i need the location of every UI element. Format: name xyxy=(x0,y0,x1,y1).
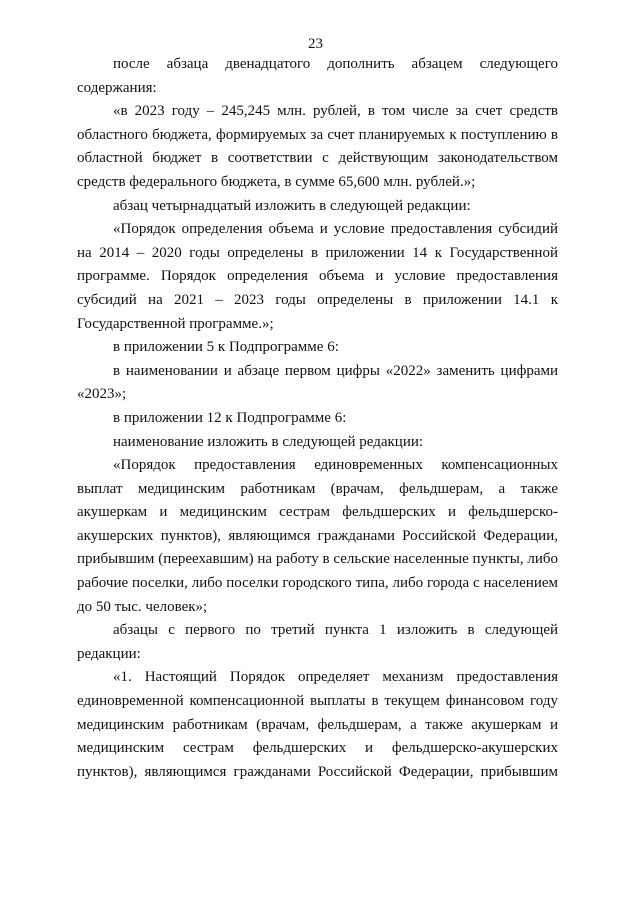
document-body xyxy=(77,53,558,784)
paragraph-1: после абзаца двенадцатого дополнить абзацем следующего содержания: xyxy=(77,56,558,96)
paragraph-6: в наименовании и абзаце первом цифры «2022» заменить цифрами «2023»; xyxy=(77,362,558,403)
paragraph-9: «Порядок предоставления единовременных компенсационных выплат медицинским работникам (врачам, фельдшерам, а также акушеркам и медицинским сестрам фельдшерских и фельдшерско-акушерских пунктов), являющимся гражданами Российской Федерации, прибывшим (переехавшим) на работу в сельские населенные пункты, либо рабочие поселки, либо поселки городского типа, либо города с населением до 50 тыс. человек»; xyxy=(77,457,558,615)
paragraph-10: абзацы с первого по третий пункта 1 изложить в следующей редакции: xyxy=(77,622,558,662)
page-number: 23 xyxy=(308,36,323,52)
paragraph-3: абзац четырнадцатый изложить в следующей редакции: xyxy=(113,197,471,214)
paragraph-8: наименование изложить в следующей редакции: xyxy=(113,433,424,450)
paragraph-11: «1. Настоящий Порядок определяет механизм предоставления единовременной компенсационной выплаты в текущем финансовом году медицинским работникам (врачам, фельдшерам, а также акушеркам и медицинским сестрам фельдшерских и фельдшерско-акушерских пунктов), являющимся гражданами Российской Федерации, прибывшим xyxy=(77,669,558,780)
paragraph-2: «в 2023 году – 245,245 млн. рублей, в том числе за счет средств областного бюджета, формируемых за счет планируемых к поступлению в областной бюджет в соответствии с действующим законодательством средств федерального бюджета, в сумме 65,600 млн. рублей.»; xyxy=(77,103,558,190)
paragraph-5: в приложении 5 к Подпрограмме 6: xyxy=(113,339,339,356)
paragraph-4: «Порядок определения объема и условие предоставления субсидий на 2014 – 2020 годы определены в приложении 14 к Государственной программе. Порядок определения объема и условие предоставления субсидий на 2021 – 2023 годы определены в приложении 14.1 к Государственной программе.»; xyxy=(77,221,558,332)
paragraph-7: в приложении 12 к Подпрограмме 6: xyxy=(113,409,347,426)
